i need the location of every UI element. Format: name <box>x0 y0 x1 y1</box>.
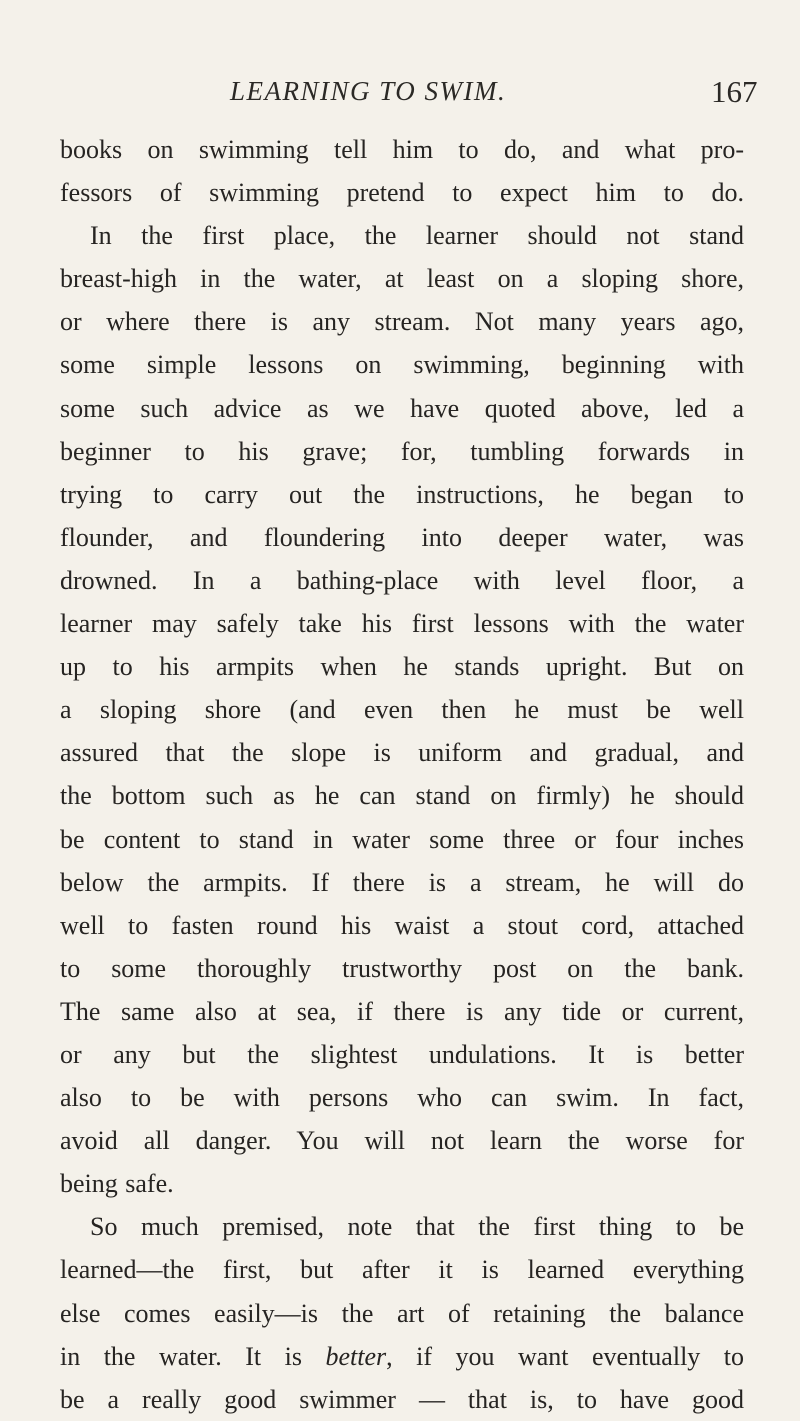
text-line-9: trying to carry out the instructions, he began to <box>60 479 744 509</box>
text-line-5: or where there is any stream. Not many years ago, <box>60 307 744 337</box>
text-line-20: to some thoroughly trustworthy post on the bank. <box>60 953 744 983</box>
running-title: LEARNING TO SWIM. <box>230 76 507 106</box>
text-line-17: be content to stand in water some three or four inches <box>60 824 744 854</box>
running-head <box>0 72 800 112</box>
body-text <box>60 128 744 1421</box>
text-line-11: drowned. In a bathing-place with level floor, a <box>60 565 744 595</box>
text-line-2: fessors of swimming pretend to expect him to do. <box>60 178 744 208</box>
text-line-4: breast-high in the water, at least on a sloping shore, <box>60 264 744 294</box>
text-line-23: also to be with persons who can swim. In fact, <box>60 1083 744 1113</box>
emphasized-word: better <box>325 1341 387 1371</box>
text-line-6: some simple lessons on swimming, beginning with <box>60 350 744 380</box>
text-line-29 <box>60 1335 744 1378</box>
text-line-13: up to his armpits when he stands upright. But on <box>60 652 744 682</box>
text-line-16: the bottom such as he can stand on firmly) he should <box>60 781 744 811</box>
text-line-7: some such advice as we have quoted above, led a <box>60 393 744 423</box>
text-line-12: learner may safely take his first lessons with the water <box>60 609 744 639</box>
text-line-29-end: , if you want eventually to <box>386 1341 745 1371</box>
text-line-30: be a really good swimmer — that is, to have good <box>60 1384 744 1414</box>
text-line-14: a sloping shore (and even then he must be well <box>60 695 744 725</box>
text-line-19: well to fasten round his waist a stout cord, attached <box>60 910 744 940</box>
text-line-27: learned—the first, but after it is learned everything <box>60 1255 744 1285</box>
text-line-24: avoid all danger. You will not learn the worse for <box>60 1126 744 1156</box>
text-line-8: beginner to his grave; for, tumbling forwards in <box>60 436 744 466</box>
text-line-25: being safe. <box>60 1169 174 1199</box>
text-line-10: flounder, and floundering into deeper water, was <box>60 522 744 552</box>
page-number: 167 <box>711 74 758 109</box>
text-line-29-start: in the water. It is <box>60 1341 326 1371</box>
text-line-1: books on swimming tell him to do, and what pro- <box>60 135 744 164</box>
text-line-15: assured that the slope is uniform and gradual, and <box>60 738 744 768</box>
text-line-22: or any but the slightest undulations. It is better <box>60 1039 744 1069</box>
text-line-28: else comes easily—is the art of retaining the balance <box>60 1298 744 1328</box>
text-line-18: below the armpits. If there is a stream, he will do <box>60 867 744 897</box>
text-line-26: So much premised, note that the first thing to be <box>90 1212 744 1242</box>
text-line-21: The same also at sea, if there is any tide or current, <box>60 996 744 1026</box>
text-line-3: In the first place, the learner should not stand <box>90 221 744 251</box>
